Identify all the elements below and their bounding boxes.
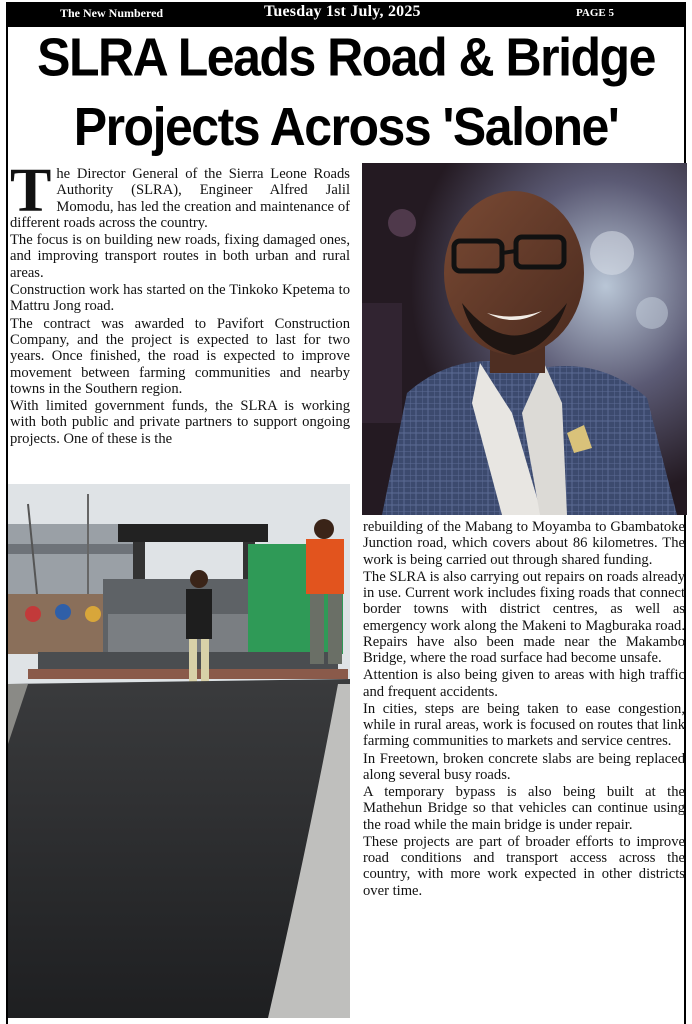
article-paragraph: These projects are part of broader efforts to improve road conditions and transport access across the country, with more work expected in other districts over time. <box>363 833 685 899</box>
photo-portrait <box>362 163 687 515</box>
headline-line-2: Projects Across 'Salone' <box>73 96 619 157</box>
article-paragraph: Construction work has started on the Tinkoko Kpetema to Mattru Jong road. <box>10 282 350 315</box>
issue-date: Tuesday 1st July, 2025 <box>264 3 421 20</box>
article-paragraph: rebuilding of the Mabang to Moyamba to Gbambatoke Junction road, which covers about 86 kilometres. The work is being carried out through shared funding. <box>363 519 685 568</box>
article-paragraph: The focus is on building new roads, fixing damaged ones, and improving transport routes in both urban and rural areas. <box>10 232 350 281</box>
article-paragraph: The SLRA is also carrying out repairs on roads already in use. Current work includes fixing roads that connect border towns with district centres, as well as emergency work along the Makeni to Magburaka road. Repairs have also been made near the Makambo Bridge, where the road surface had become unsafe. <box>363 568 685 666</box>
article-column-left <box>10 157 350 448</box>
drop-cap: T <box>10 157 52 225</box>
headline-line-1: SLRA Leads Road & Bridge <box>37 27 655 88</box>
article-paragraph: The contract was awarded to Pavifort Construction Company, and the project is expected to last for two years. Once finished, the road is expected to improve movement between farming communities and nearby towns in the Southern region. <box>10 315 350 397</box>
headline <box>8 23 684 166</box>
lead-text: he Director General of the Sierra Leone Roads Authority (SLRA), Engineer Alfred Jalil Momodu, has led the creation and maintenance of different roads across the country. <box>10 166 350 231</box>
article-paragraph: In cities, steps are being taken to ease congestion, while in rural areas, work is focused on routes that link farming communities to markets and service centres. <box>363 700 685 750</box>
article-column-right <box>363 519 685 900</box>
page-number: PAGE 5 <box>576 7 614 19</box>
masthead-bar <box>6 2 686 24</box>
paper-name: The New Numbered <box>60 6 164 20</box>
photo-road-paving <box>8 484 350 1018</box>
article-lead <box>10 157 350 231</box>
article-paragraph: A temporary bypass is also being built at the Mathehun Bridge so that vehicles can continue using the road while the main bridge is under repair. <box>363 784 685 833</box>
article-paragraph: Attention is also being given to areas with high traffic and frequent accidents. <box>363 667 685 700</box>
article-paragraph: With limited government funds, the SLRA is working with both public and private partners to support ongoing projects. One of these is the <box>10 398 350 447</box>
article-paragraph: In Freetown, broken concrete slabs are being replaced along several busy roads. <box>363 750 685 783</box>
